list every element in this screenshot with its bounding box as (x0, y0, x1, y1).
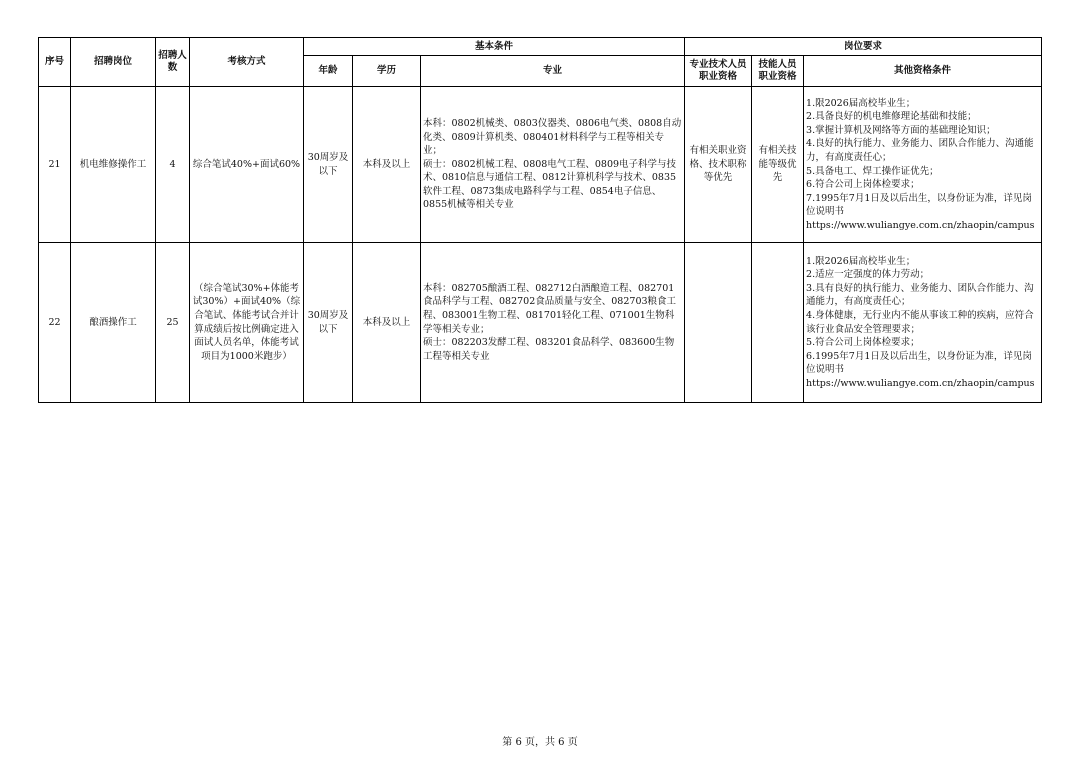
row-tech-qualification (685, 243, 752, 403)
other-line: 2.具备良好的机电维修理论基础和技能； (806, 111, 977, 123)
row-assessment: （综合笔试30%+体能考试30%）+面试40%（综合笔试、体能考试合并计算成绩后按比例确定进入面试人员名单，体能考试项目为1000米跑步） (190, 243, 304, 403)
row-major (421, 243, 685, 403)
other-line: 7.1995年7月1日及以后出生，以身份证为准，详见岗位说明书 (806, 192, 1032, 218)
other-line: 4.良好的执行能力、业务能力、团队合作能力、沟通能力，有高度责任心； (806, 138, 1034, 163)
row-count: 4 (156, 87, 190, 243)
campus-link: https://www.wuliangye.com.cn/zhaopin/campus (806, 219, 1035, 231)
header-seq: 序号 (39, 38, 71, 87)
row-other-qualification (804, 87, 1042, 243)
row-age: 30周岁及以下 (304, 87, 353, 243)
row-seq: 22 (39, 243, 71, 403)
other-line: 6.1995年7月1日及以后出生，以身份证为准，详见岗位说明书 (806, 350, 1032, 376)
other-line: 1.限2026届高校毕业生； (806, 97, 916, 109)
major-line: 硕士：0802机械工程、0808电气工程、0809电子科学与技术、0810信息与通信工程、0812计算机科学与技术、0835软件工程、0873集成电路科学与工程、0854电子信息、0855机械等相关专业 (423, 158, 677, 211)
row-count: 25 (156, 243, 190, 403)
other-line: 3.具有良好的执行能力、业务能力、团队合作能力、沟通能力，有高度责任心； (806, 282, 1034, 308)
header-assessment: 考核方式 (190, 38, 304, 87)
row-position: 机电维修操作工 (71, 87, 156, 243)
major-line: 硕士：082203发酵工程、083201食品科学、083600生物工程等相关专业 (423, 337, 675, 362)
table-row (39, 243, 1042, 403)
header-tech-qualification: 专业技术人员职业资格 (685, 56, 752, 87)
header-other-qualification: 其他资格条件 (804, 56, 1042, 87)
row-position: 酿酒操作工 (71, 243, 156, 403)
header-count: 招聘人数 (156, 38, 190, 87)
other-line: 1.限2026届高校毕业生； (806, 255, 916, 267)
row-seq: 21 (39, 87, 71, 243)
row-tech-qualification: 有相关职业资格、技术职称等优先 (685, 87, 752, 243)
row-education: 本科及以上 (353, 87, 421, 243)
row-assessment: 综合笔试40%+面试60% (190, 87, 304, 243)
recruitment-table (38, 37, 1042, 403)
campus-link: https://www.wuliangye.com.cn/zhaopin/campus (806, 377, 1035, 389)
row-age: 30周岁及以下 (304, 243, 353, 403)
row-skill-qualification (752, 243, 804, 403)
header-education: 学历 (353, 56, 421, 87)
other-line: 6.符合公司上岗体检要求； (806, 179, 920, 191)
row-education: 本科及以上 (353, 243, 421, 403)
header-age: 年龄 (304, 56, 353, 87)
major-line: 本科：0802机械类、0803仪器类、0806电气类、0808自动化类、0809计算机类、080401材料科学与工程等相关专业； (423, 117, 682, 157)
other-line: 4.身体健康，无行业内不能从事该工种的疾病，应符合该行业食品安全管理要求； (806, 309, 1034, 335)
other-line: 3.掌握计算机及网络等方面的基础理论知识； (806, 124, 996, 136)
header-position: 招聘岗位 (71, 38, 156, 87)
header-row-top (39, 38, 1042, 56)
page-footer: 第 6 页，共 6 页 (502, 737, 578, 748)
other-line: 5.具备电工、焊工操作证优先； (806, 165, 939, 177)
header-post-requirements: 岗位要求 (685, 38, 1042, 56)
header-skill-qualification: 技能人员职业资格 (752, 56, 804, 87)
row-major (421, 87, 685, 243)
other-line: 5.符合公司上岗体检要求； (806, 337, 920, 349)
other-line: 2.适应一定强度的体力劳动； (806, 269, 930, 281)
table-row (39, 87, 1042, 243)
row-skill-qualification: 有相关技能等级优先 (752, 87, 804, 243)
header-major: 专业 (421, 56, 685, 87)
row-other-qualification (804, 243, 1042, 403)
header-basic-conditions: 基本条件 (304, 38, 685, 56)
major-line: 本科：082705酿酒工程、082712白酒酿造工程、082701食品科学与工程、082702食品质量与安全、082703粮食工程、083001生物工程、081701轻化工程、071001生物科学等相关专业； (423, 282, 677, 335)
